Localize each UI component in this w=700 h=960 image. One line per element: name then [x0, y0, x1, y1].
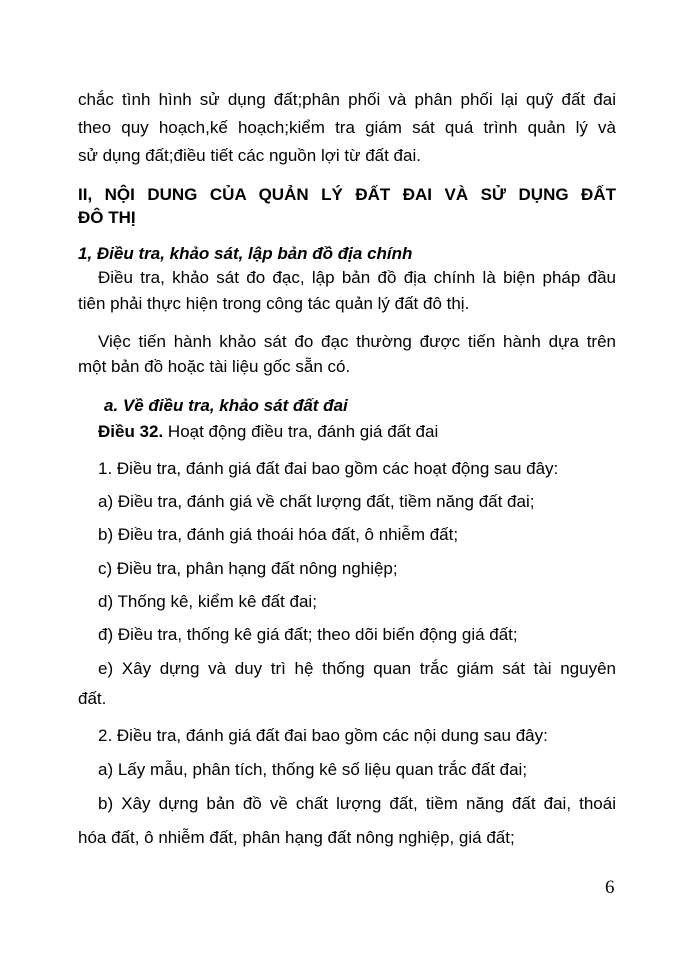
subsection-1-title: 1, Điều tra, khảo sát, lập bản đồ địa chính	[78, 244, 413, 263]
intro-line-3: sử dụng đất;điều tiết các nguồn lợi từ đất đai.	[78, 146, 421, 165]
article-title: Hoạt động điều tra, đánh giá đất đai	[163, 422, 439, 441]
subsection-a-title: a. Về điều tra, khảo sát đất đai	[104, 396, 348, 415]
subsection-1-para-2-line-2: một bản đồ hoặc tài liệu gốc sẵn có.	[78, 357, 351, 376]
page-number: 6	[605, 877, 615, 898]
item-2a: a) Lấy mẫu, phân tích, thống kê số liệu quan trắc đất đai;	[98, 760, 528, 779]
article-32-heading	[98, 421, 438, 443]
intro-line-1: chắc tình hình sử dụng đất;phân phối và phân phối lại quỹ đất đai	[78, 90, 616, 109]
item-1dd: đ) Điều tra, thống kê giá đất; theo dõi biến động giá đất;	[98, 625, 518, 644]
item-1e-line-2: đất.	[78, 689, 107, 708]
item-2: 2. Điều tra, đánh giá đất đai bao gồm các nội dung sau đây:	[98, 726, 548, 745]
item-1c: c) Điều tra, phân hạng đất nông nghiệp;	[98, 559, 398, 578]
item-1b: b) Điều tra, đánh giá thoái hóa đất, ô nhiễm đất;	[98, 525, 459, 544]
article-label: Điều 32.	[98, 422, 164, 441]
section-heading-line-2: ĐÔ THỊ	[78, 208, 136, 227]
item-1e-line-1: e) Xây dựng và duy trì hệ thống quan trắc giám sát tài nguyên	[98, 659, 616, 678]
item-1d: d) Thống kê, kiểm kê đất đai;	[98, 592, 317, 611]
section-heading-line-1: II, NỘI DUNG CỦA QUẢN LÝ ĐẤT ĐAI VÀ SỬ DỤNG ĐẤT	[78, 185, 616, 204]
intro-line-2: theo quy hoạch,kế hoạch;kiểm tra giám sát quá trình quản lý và	[78, 118, 616, 137]
subsection-1-para-1-line-2: tiên phải thực hiện trong công tác quản lý đất đô thị.	[78, 294, 470, 313]
subsection-1-para-1-line-1: Điều tra, khảo sát đo đạc, lập bản đồ địa chính là biện pháp đầu	[98, 268, 616, 287]
item-1: 1. Điều tra, đánh giá đất đai bao gồm các hoạt động sau đây:	[98, 459, 559, 478]
item-2b-line-2: hóa đất, ô nhiễm đất, phân hạng đất nông nghiệp, giá đất;	[78, 828, 515, 847]
item-2b-line-1: b) Xây dựng bản đồ về chất lượng đất, tiềm năng đất đai, thoái	[98, 794, 616, 813]
item-1a: a) Điều tra, đánh giá về chất lượng đất, tiềm năng đất đai;	[98, 492, 535, 511]
subsection-1-para-2-line-1: Việc tiến hành khảo sát đo đạc thường được tiến hành dựa trên	[98, 332, 616, 351]
